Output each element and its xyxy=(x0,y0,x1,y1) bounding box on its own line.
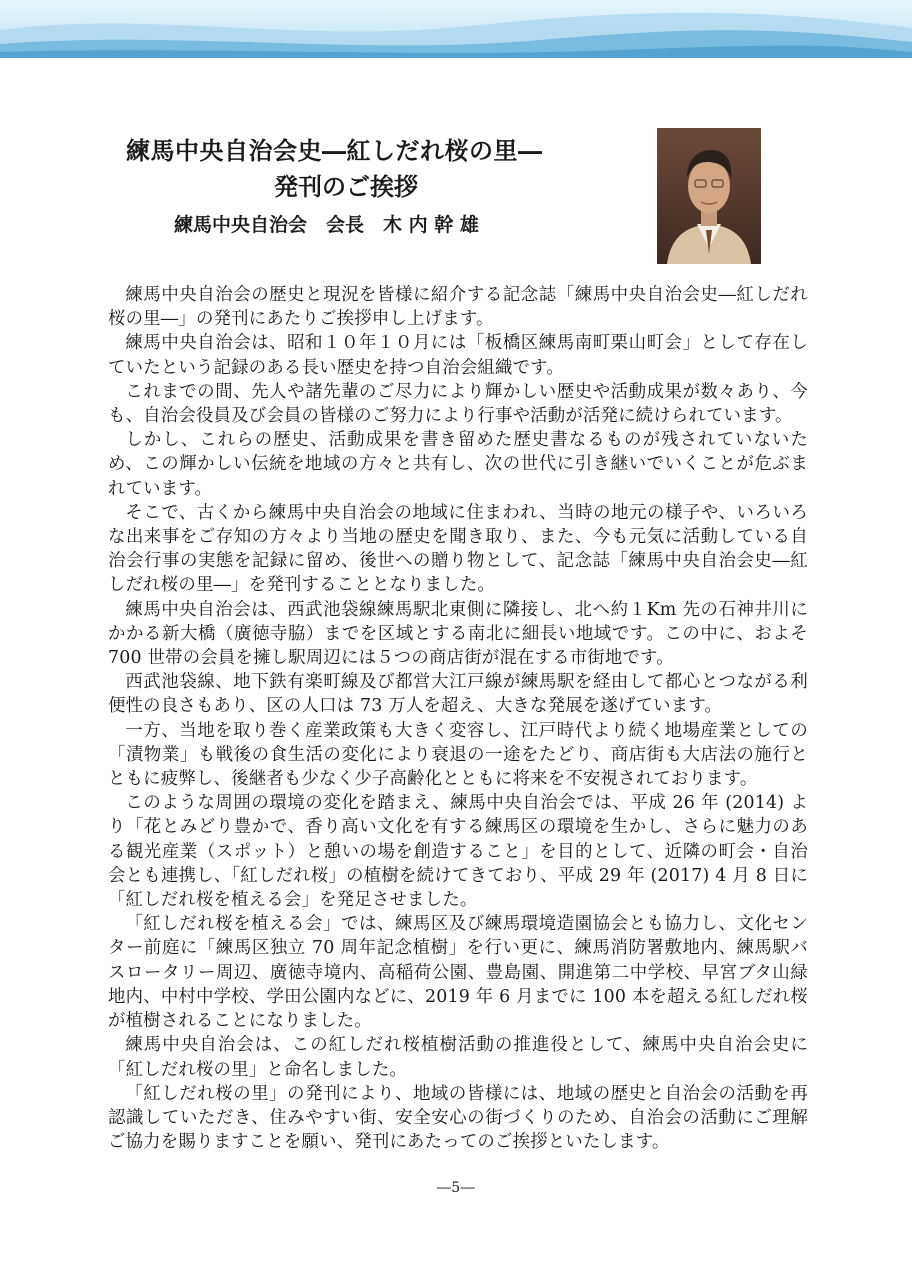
title-block xyxy=(126,136,646,238)
document-subtitle: 発刊のご挨拶 xyxy=(274,172,418,201)
page-number: ―5― xyxy=(436,1180,476,1196)
paragraph: 一方、当地を取り巻く産業政策も大きく変容し、江戸時代より続く地場産業としての「漬物業」も戦後の食生活の変化により衰退の一途をたどり、商店街も大店法の施行とともに疲弊し、後継者も少なく少子高齢化とともに将来を不安視されております。 xyxy=(108,720,808,790)
paragraph: このような周囲の環境の変化を踏まえ、練馬中央自治会では、平成 26 年 (2014) より「花とみどり豊かで、香り高い文化を有する練馬区の環境を生かし、さらに魅力のある観光産業（スポット）と憩いの場を創造すること」を目的として、近隣の町会・自治会とも連携し、「紅しだれ桜」の植樹を続けてきており、平成 29 年 (2017) 4 月 8 日に「紅しだれ桜を植える会」を発足させました。 xyxy=(108,793,808,911)
paragraph: 練馬中央自治会は、昭和１０年１０月には「板橋区練馬南町栗山町会」として存在していたという記録のある長い歴史を持つ自治会組織です。 xyxy=(108,333,808,378)
paragraph: 練馬中央自治会の歴史と現況を皆様に紹介する記念誌「練馬中央自治会史―紅しだれ桜の里―」の発刊にあたりご挨拶申し上げます。 xyxy=(108,285,808,330)
header-wave-band xyxy=(0,0,912,58)
paragraph: 練馬中央自治会は、この紅しだれ桜植樹活動の推進役として、練馬中央自治会史に「紅しだれ桜の里」と命名しました。 xyxy=(108,1035,808,1080)
greeting-body xyxy=(108,283,808,1154)
author-line: 練馬中央自治会 会長 木 内 幹 雄 xyxy=(174,214,479,236)
paragraph: 西武池袋線、地下鉄有楽町線及び都営大江戸線が練馬駅を経由して都心とつながる利便性の良さもあり、区の人口は 73 万人を超え、大きな発展を遂げています。 xyxy=(108,672,808,717)
portrait-photo xyxy=(657,128,761,264)
paragraph: そこで、古くから練馬中央自治会の地域に住まわれ、当時の地元の様子や、いろいろな出来事をご存知の方々より当地の歴史を聞き取り、また、今も元気に活動している自治会行事の実態を記録に留め、後世への贈り物として、記念誌「練馬中央自治会史―紅しだれ桜の里―」を発刊することとなりました。 xyxy=(108,502,808,596)
paragraph: 練馬中央自治会は、西武池袋線練馬駅北東側に隣接し、北へ約１Km 先の石神井川にかかる新大橋（廣徳寺脇）までを区域とする南北に細長い地域です。この中に、およそ 700 世帯の会員を擁し駅周辺には５つの商店街が混在する市街地です。 xyxy=(108,599,808,669)
paragraph: これまでの間、先人や諸先輩のご尽力により輝かしい歴史や活動成果が数々あり、今も、自治会役員及び会員の皆様のご努力により行事や活動が活発に続けられています。 xyxy=(108,381,808,427)
paragraph: しかし、これらの歴史、活動成果を書き留めた歴史書なるものが残されていないため、この輝かしい伝統を地域の方々と共有し、次の世代に引き継いでいくことが危ぶまれています。 xyxy=(108,430,808,499)
paragraph: 「紅しだれ桜を植える会」では、練馬区及び練馬環境造園協会とも協力し、文化センター前庭に「練馬区独立 70 周年記念植樹」を行い更に、練馬消防署敷地内、練馬駅バスロータリー周辺、廣徳寺境内、高稲荷公園、豊島園、開進第二中学校、早宮ブタ山緑地内、中村中学校、学田公園内などに、2019 年 6 月までに 100 本を超える紅しだれ桜が植樹されることになりました。 xyxy=(108,914,808,1032)
document-title: 練馬中央自治会史―紅しだれ桜の里― xyxy=(126,136,543,165)
paragraph: 「紅しだれ桜の里」の発刊により、地域の皆様には、地域の歴史と自治会の活動を再認識していただき、住みやすい街、安全安心の街づくりのため、自治会の活動にご理解ご協力を賜りますことを願い、発刊にあたってのご挨拶といたします。 xyxy=(108,1083,808,1153)
